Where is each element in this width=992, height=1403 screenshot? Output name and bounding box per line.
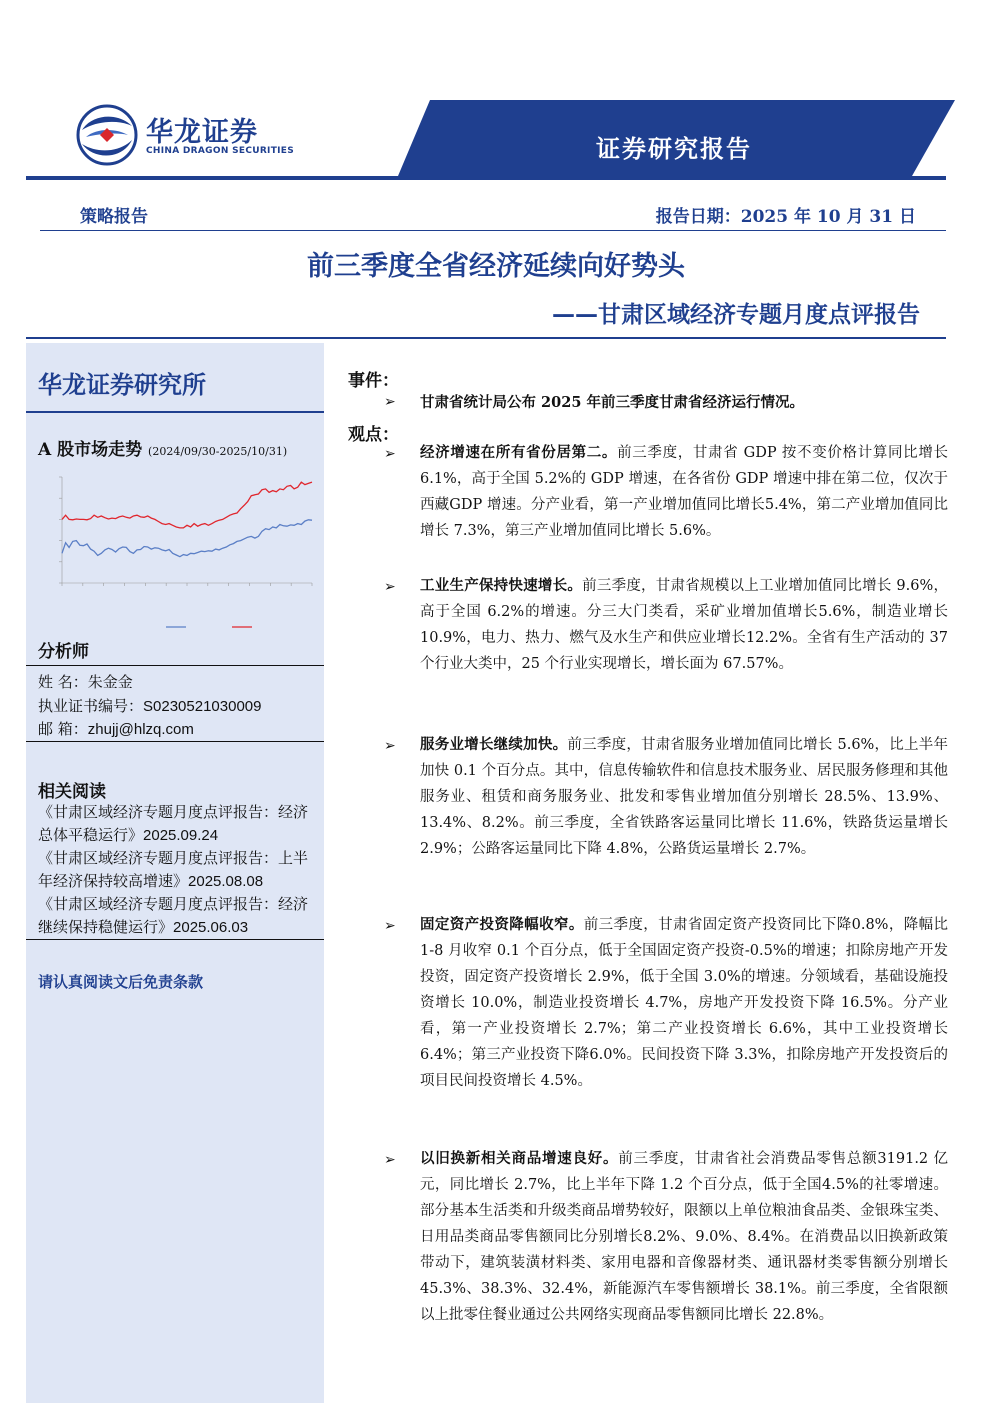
point-body: 前三季度，甘肃省固定资产投资同比下降0.8%，降幅比 1-8 月收窄 0.1 个百分点，低于全国固定资产投资-0.5%的增速；扣除房地产开发投资，固定资产投资增长 2.9%，低于全国 3.0%的增速。分领域看，基础设施投资增长 10.0%，制造业投资增长 4.7%，房地产开发投资下降 16.5%。分产业看，第一产业投资增长 2.7%；第二产业投资增长 6.6%，其中工业投资增长 6.4%；第三产业投资下降6.0%。民间投资下降 3.3%，扣除房地产开发投资后的项目民间投资增长 4.5%。 [420,917,948,1089]
point-gdp [420,440,948,544]
market-trend-chart [36,467,318,637]
related-item-title: 《甘肃区域经济专题月度点评报告：上半年经济保持较高增速》 [38,849,309,890]
analyst-heading: 分析师 [38,642,89,662]
analyst-email-row [38,718,194,739]
point-head: 以旧换新相关商品增速良好。 [420,1150,619,1167]
analyst-name: 朱金金 [87,674,133,691]
market-chart-title-text: A 股市场走势 [38,440,143,460]
sidebar [26,343,324,1403]
chart-series-line-1 [62,482,312,528]
point-body: 前三季度，甘肃省 GDP 按不变价格计算同比增长 6.1%，高于全国 5.2%的 GDP 增速，在各省份 GDP 增速中排在第二位，仅次于西藏GDP 增速。分产业看，第一产业增加值同比增长5.4%，第二产业增加值同比增长 7.3%，第三产业增加值同比增长 5.6%。 [420,445,948,539]
market-chart-range: (2024/09/30-2025/10/31) [148,445,288,458]
related-item-title: 《甘肃区域经济专题月度点评报告：经济继续保持稳健运行》 [38,895,309,936]
arrow-bullet-icon: ➢ [384,738,396,754]
analyst-email[interactable]: zhujj@hlzq.com [87,721,194,738]
event-text: 甘肃省统计局公布 2025 年前三季度甘肃省经济运行情况。 [420,394,804,411]
point-body: 前三季度，甘肃省规模以上工业增加值同比增长 9.6%，高于全国 6.2%的增速。分三大门类看，采矿业增加值增长5.6%，制造业增长 10.9%，电力、热力、燃气及水生产和供应业增长12.2%。全省有生产活动的 37 个行业大类中，25 个行业实现增长，增长面为 67.57%。 [420,578,948,672]
analyst-license-label: 执业证书编号： [38,697,144,715]
point-body: 前三季度，甘肃省服务业增加值同比增长 5.6%，比上半年加快 0.1 个百分点。其中，信息传输软件和信息技术服务业、居民服务修理和其他服务业、租赁和商务服务业、批发和零售业增加值分别增长 28.5%、13.9%、13.4%、8.2%。前三季度，全省铁路客运量同比增长 11.6%，铁路货运量增长 2.9%；公路客运量同比下降 4.8%，公路货运量增长 2.7%。 [420,737,948,857]
disclaimer-note: 请认真阅读文后免责条款 [38,973,204,991]
report-subtitle: ——甘肃区域经济专题月度点评报告 [552,302,920,328]
point-investment [420,912,948,1094]
related-item[interactable] [38,847,320,893]
point-consumption [420,1146,948,1328]
arrow-bullet-icon: ➢ [384,446,396,462]
arrow-bullet-icon: ➢ [384,918,396,934]
meta-row [40,202,946,231]
point-head: 工业生产保持快速增长。 [420,577,583,594]
view-label: 观点： [348,425,399,445]
institute-divider [26,411,324,413]
point-body: 前三季度，甘肃省社会消费品零售总额3191.2 亿元，同比增长 2.7%，比上半年下降 1.2 个百分点，低于全国4.5%的社零增速。部分基本生活类和升级类商品增势较好，限额以上单位粮油食品类、金银珠宝类、日用品类商品零售额同比分别增长8.2%、9.0%、8.4%。在消费品以旧换新政策带动下，建筑装潢材料类、家用电器和音像器材类、通讯器材类零售额分别增长 45.3%、38.3%、32.4%，新能源汽车零售额增长 38.1%。前三季度，全省限额以上批零住餐业通过公共网络实现商品零售额同比增长 22.8%。 [420,1151,949,1323]
point-head: 经济增速在所有省份居第二。 [420,444,618,461]
related-item-title: 《甘肃区域经济专题月度点评报告：经济总体平稳运行》 [38,803,309,844]
market-chart-title [38,435,287,460]
related-bottom-divider [26,939,324,940]
analyst-name-label: 姓 名： [38,673,88,691]
company-logo-icon [76,104,138,166]
related-item-date: 2025.06.03 [173,919,249,936]
arrow-bullet-icon: ➢ [384,394,396,410]
analyst-divider [26,665,324,666]
related-item[interactable] [38,893,320,939]
analyst-name-row [38,671,133,692]
related-item-date: 2025.08.08 [188,873,264,890]
related-item-date: 2025.09.24 [143,827,219,844]
related-heading: 相关阅读 [38,782,106,802]
point-head: 固定资产投资降幅收窄。 [420,916,584,933]
analyst-license-row [38,695,261,716]
report-date: 报告日期：2025 年 10 月 31 日 [655,207,916,227]
arrow-bullet-icon: ➢ [384,579,396,595]
title-divider [26,337,946,339]
analyst-bottom-divider [26,741,324,742]
brand-name-en: CHINA DRAGON SECURITIES [146,146,295,156]
event-label: 事件： [348,371,399,391]
related-item[interactable] [38,801,320,847]
brand-name: 华龙证券 [146,117,258,148]
report-title: 前三季度全省经济延续向好势头 [307,251,685,282]
point-industry [420,573,948,677]
header-band [0,0,992,185]
analyst-license: S0230521030009 [143,698,262,715]
institute-name: 华龙证券研究所 [38,371,206,399]
report-category: 策略报告 [80,207,148,227]
point-head: 服务业增长继续加快。 [420,736,568,753]
arrow-bullet-icon: ➢ [384,1152,396,1168]
analyst-email-label: 邮 箱： [38,720,88,738]
report-header [0,0,992,185]
report-type-label: 证券研究报告 [596,134,752,163]
point-services [420,732,948,862]
